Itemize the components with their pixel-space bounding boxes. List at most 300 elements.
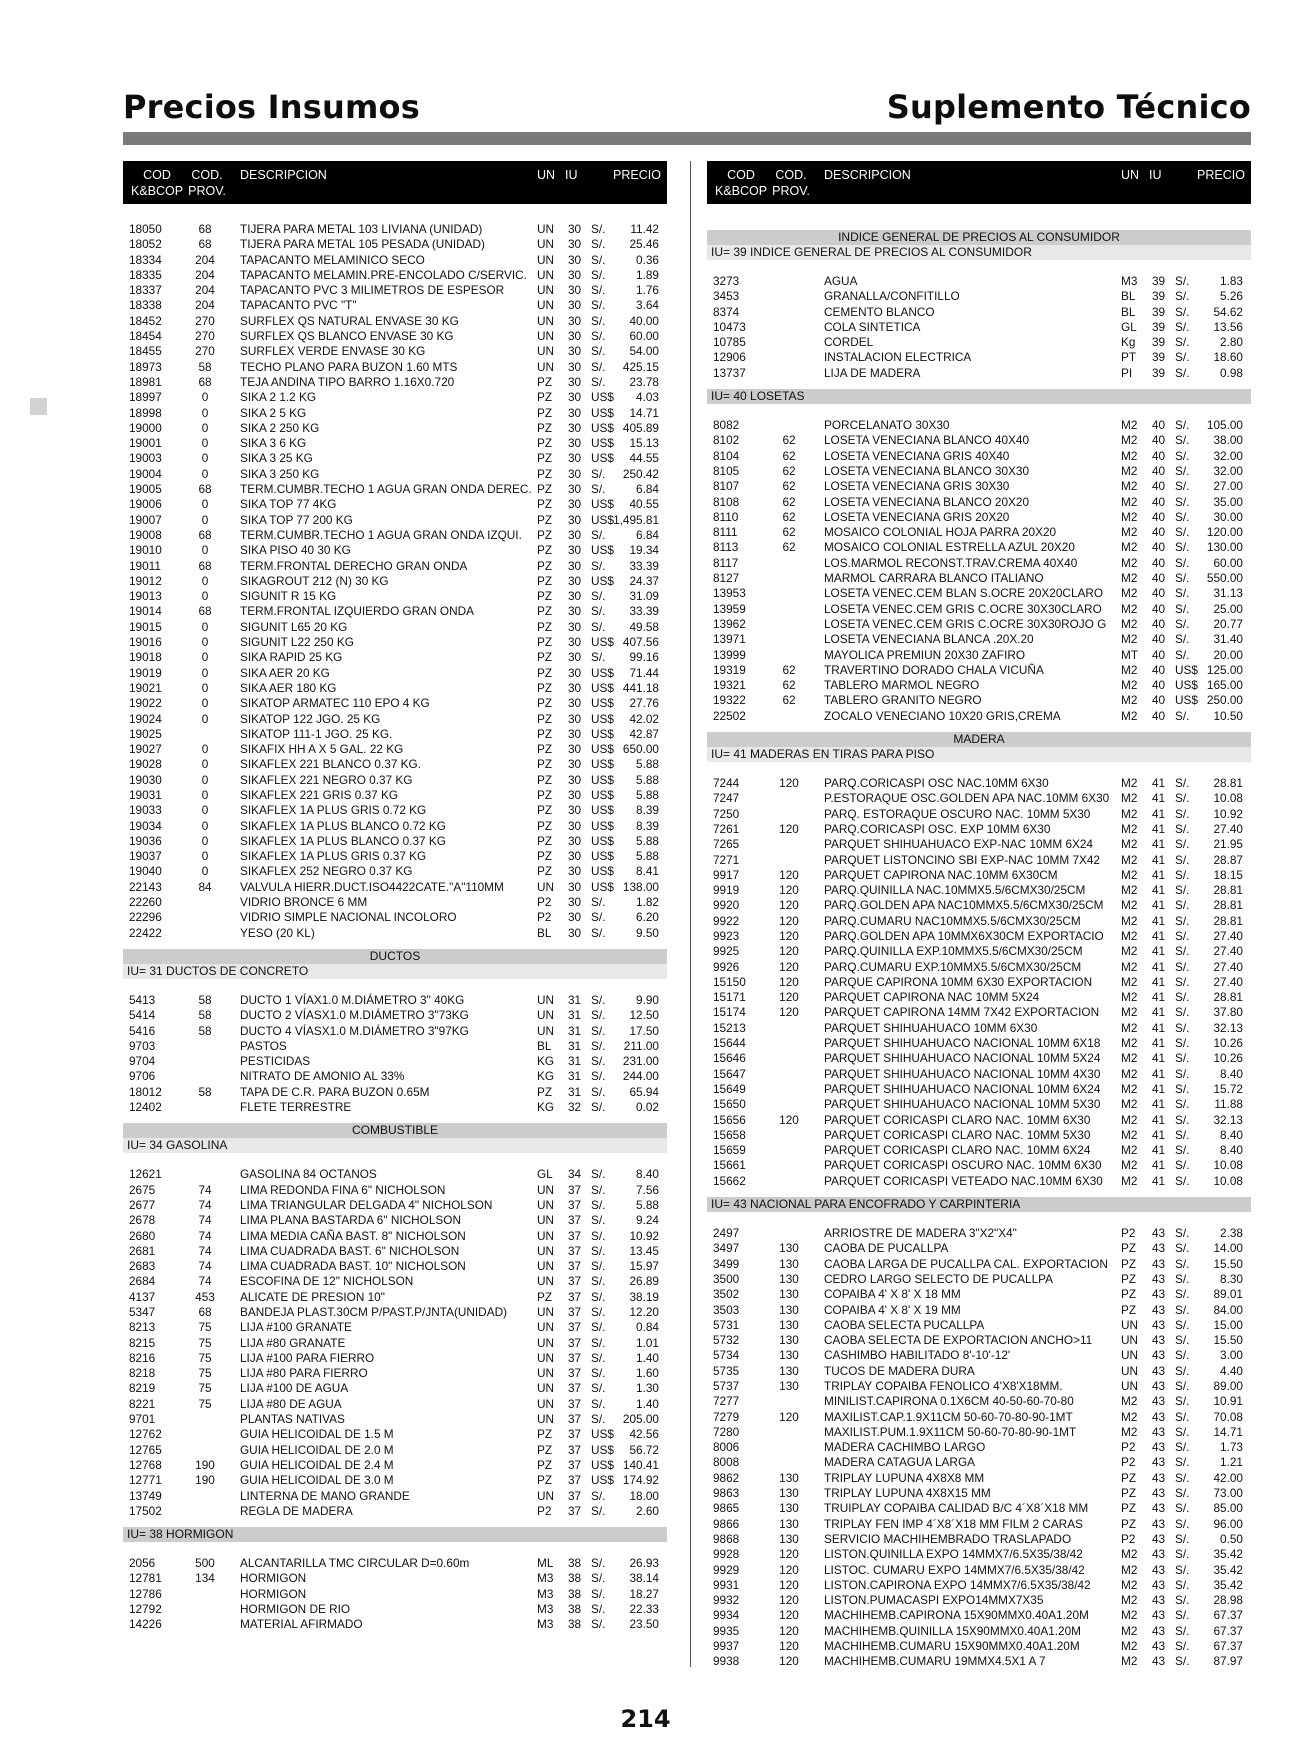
cell-un: MT (1121, 647, 1139, 662)
cell-cod: 19040 (129, 864, 162, 879)
cell-descripcion: SIKA AER 180 KG (240, 680, 337, 695)
table-row (707, 1082, 1251, 1097)
cell-cod: 9931 (713, 1577, 740, 1592)
cell-cod: 12765 (129, 1442, 162, 1457)
table-row (123, 788, 667, 803)
cell-currency: S/. (1175, 555, 1190, 570)
cell-cod: 19018 (129, 650, 162, 665)
cell-cod: 2056 (129, 1556, 156, 1571)
cell-cod: 19025 (129, 726, 162, 741)
cell-precio: 27.40 (1213, 928, 1243, 943)
cell-cod: 19011 (129, 558, 161, 573)
cell-cod: 15644 (713, 1036, 746, 1051)
cell-un: PZ (537, 711, 553, 726)
cell-descripcion: SURFLEX QS NATURAL ENVASE 30 KG (240, 313, 459, 328)
cell-precio: 67.37 (1213, 1608, 1243, 1623)
cell-descripcion: LIMA CUADRADA BAST. 6" NICHOLSON (240, 1243, 460, 1258)
header-descripcion: DESCRIPCION (240, 168, 327, 182)
cell-descripcion: LOSETA VENEC.CEM GRIS C.OCRE 30X30CLARO (824, 601, 1102, 616)
cell-iu: 43 (1152, 1501, 1166, 1516)
cell-prov: 120 (779, 821, 799, 836)
cell-precio: 10.08 (1213, 1173, 1243, 1188)
cell-descripcion: PORCELANATO 30X30 (824, 418, 950, 433)
table-row (707, 990, 1251, 1005)
cell-cod: 15658 (713, 1127, 746, 1142)
cell-precio: 1.30 (636, 1381, 659, 1396)
cell-descripcion: PARQUET CORICASPI CLARO NAC. 10MM 6X24 (824, 1143, 1091, 1158)
cell-descripcion: LISTON.CAPIRONA EXPO 14MMX7/6.5X35/38/42 (824, 1577, 1091, 1592)
table-row (707, 1051, 1251, 1066)
cell-cod: 13971 (713, 632, 746, 647)
cell-un: PZ (537, 390, 553, 405)
cell-prov: 0 (201, 390, 209, 405)
cell-iu: 43 (1152, 1379, 1166, 1393)
cell-precio: 44.55 (629, 451, 659, 466)
cell-currency: S/. (591, 604, 606, 619)
cell-prov: 58 (198, 1084, 212, 1099)
cell-descripcion: TAPACANTO MELAMINICO SECO (240, 252, 425, 267)
cell-precio: 32.13 (1213, 1112, 1243, 1127)
cell-un: PZ (537, 742, 553, 757)
cell-descripcion: GRANALLA/CONFITILLO (824, 289, 960, 304)
cell-cod: 8218 (129, 1366, 156, 1381)
cell-currency: S/. (1175, 509, 1190, 524)
cell-iu: 30 (568, 512, 582, 527)
table-row (123, 1443, 667, 1458)
cell-cod: 9932 (713, 1593, 740, 1608)
cell-descripcion: PARQ.QUINILLA EXP.10MMX5.5/6CMX30/25CM (824, 944, 1083, 959)
cell-iu: 41 (1152, 1097, 1166, 1112)
table-row (123, 513, 667, 528)
cell-prov: 0 (201, 833, 209, 848)
cell-descripcion: MAXILIST.CAP.1.9X11CM 50-60-70-80-90-1MT (824, 1409, 1073, 1424)
cell-iu: 41 (1152, 883, 1166, 898)
cell-un: M2 (1121, 1394, 1138, 1409)
cell-cod: 18052 (129, 237, 162, 252)
cell-iu: 37 (568, 1488, 582, 1503)
cell-currency: US$ (591, 757, 614, 772)
cell-un: M2 (1121, 616, 1138, 631)
cell-iu: 41 (1152, 1081, 1166, 1096)
cell-un: UN (1121, 1379, 1139, 1393)
cell-currency: S/. (1175, 350, 1190, 365)
cell-un: PZ (537, 405, 553, 420)
cell-precio: 5.88 (636, 833, 659, 848)
cell-currency: S/. (591, 237, 606, 252)
cell-un: PZ (537, 619, 553, 634)
cell-prov: 0 (201, 405, 209, 420)
cell-descripcion: SIKA RAPID 25 KG (240, 650, 343, 665)
cell-currency: S/. (591, 910, 606, 925)
cell-precio: 73.00 (1213, 1486, 1243, 1501)
cell-currency: US$ (591, 436, 614, 451)
cell-precio: 8.40 (1220, 1127, 1243, 1142)
cell-un: KG (537, 1069, 555, 1084)
cell-cod: 15213 (713, 1020, 746, 1035)
cell-cod: 9706 (129, 1069, 156, 1084)
cell-currency: S/. (1175, 463, 1190, 478)
cell-precio: 5.26 (1220, 289, 1243, 304)
cell-cod: 8111 (713, 525, 738, 540)
cell-prov: 130 (779, 1531, 799, 1546)
cell-currency: S/. (1175, 1241, 1190, 1256)
cell-iu: 40 (1152, 555, 1166, 570)
cell-currency: US$ (591, 1473, 614, 1488)
spacer (123, 204, 667, 222)
cell-cod: 8213 (129, 1320, 156, 1335)
cell-cod: 18452 (129, 313, 162, 328)
cell-currency: US$ (591, 543, 614, 558)
cell-precio: 15.50 (1213, 1333, 1243, 1348)
cell-prov: 0 (201, 665, 209, 680)
cell-cod: 4137 (129, 1289, 156, 1304)
cell-iu: 37 (568, 1473, 582, 1488)
table-row (123, 1381, 667, 1396)
cell-descripcion: PARQ.CUMARU NAC10MMX5.5/6CMX30/25CM (824, 913, 1081, 928)
cell-iu: 41 (1152, 821, 1166, 836)
cell-un: PZ (537, 1442, 553, 1457)
cell-iu: 43 (1152, 1302, 1166, 1317)
cell-cod: 22296 (129, 910, 162, 925)
cell-iu: 30 (568, 359, 582, 374)
cell-descripcion: TERM.FRONTAL DERECHO GRAN ONDA (240, 558, 468, 573)
cell-iu: 43 (1152, 1516, 1166, 1531)
cell-prov: 68 (198, 482, 212, 497)
cell-cod: 9704 (129, 1054, 156, 1069)
cell-currency: S/. (1175, 913, 1190, 928)
table-row (123, 1085, 667, 1100)
cell-descripcion: PARQUET SHIHUAHUACO NACIONAL 10MM 6X18 (824, 1036, 1101, 1051)
cell-precio: 23.78 (629, 374, 659, 389)
cell-descripcion: MATERIAL AFIRMADO (240, 1617, 363, 1632)
cell-descripcion: BANDEJA PLAST.30CM P/PAST.P/JNTA(UNIDAD) (240, 1305, 508, 1319)
cell-prov: 204 (195, 252, 215, 267)
cell-un: M2 (1121, 1639, 1138, 1654)
cell-descripcion: MOSAICO COLONIAL ESTRELLA AZUL 20X20 (824, 540, 1075, 555)
cell-cod: 9865 (713, 1501, 740, 1516)
cell-descripcion: PARQUE CAPIRONA 10MM 6X30 EXPORTACION (824, 974, 1093, 989)
cell-iu: 41 (1152, 974, 1166, 989)
cell-precio: 28.81 (1213, 990, 1243, 1005)
cell-precio: 165.00 (1206, 678, 1243, 693)
cell-cod: 12402 (129, 1100, 162, 1115)
table-row (123, 1473, 667, 1488)
cell-precio: 11.42 (630, 222, 659, 236)
cell-cod: 18455 (129, 344, 162, 359)
cell-iu: 30 (568, 726, 582, 741)
cell-un: M2 (1121, 791, 1138, 806)
cell-descripcion: LIMA CUADRADA BAST. 10" NICHOLSON (240, 1259, 466, 1274)
cell-un: M3 (1121, 274, 1138, 288)
cell-currency: S/. (1175, 837, 1190, 852)
cell-iu: 37 (568, 1259, 582, 1274)
cell-un: UN (537, 283, 555, 298)
cell-currency: S/. (591, 1167, 606, 1182)
cell-iu: 41 (1152, 959, 1166, 974)
cell-iu: 30 (568, 635, 582, 650)
table-row (123, 926, 667, 941)
cell-un: PZ (537, 589, 553, 604)
cell-currency: S/. (1175, 1455, 1190, 1470)
table-row (123, 864, 667, 879)
cell-iu: 30 (568, 313, 582, 328)
table-row (707, 418, 1251, 433)
cell-currency: US$ (591, 665, 614, 680)
cell-un: M2 (1121, 525, 1138, 540)
table-row (707, 320, 1251, 335)
cell-iu: 30 (568, 757, 582, 772)
cell-iu: 30 (568, 696, 582, 711)
cell-prov: 74 (198, 1182, 212, 1197)
cell-descripcion: COLA SINTETICA (824, 319, 921, 334)
cell-iu: 40 (1152, 433, 1166, 448)
cell-descripcion: GUIA HELICOIDAL DE 2.0 M (240, 1442, 394, 1457)
cell-un: PZ (537, 543, 553, 558)
cell-un: UN (537, 1197, 555, 1212)
cell-currency: US$ (591, 726, 614, 741)
cell-prov: 62 (782, 678, 796, 693)
table-row (707, 305, 1251, 320)
cell-un: M3 (537, 1602, 554, 1617)
cell-cod: 15649 (713, 1081, 746, 1096)
table-row (123, 635, 667, 650)
cell-cod: 19007 (129, 512, 162, 527)
cell-iu: 30 (568, 787, 582, 802)
cell-un: M2 (1121, 601, 1138, 616)
cell-un: UN (537, 1274, 555, 1289)
table-row (123, 1198, 667, 1213)
cell-descripcion: PARQUET CORICASPI CLARO NAC. 10MM 6X30 (824, 1112, 1091, 1127)
cell-prov: 0 (201, 589, 209, 604)
page-title-right: Suplemento Técnico (886, 88, 1251, 126)
cell-descripcion: TRIPLAY COPAIBA FENOLICO 4'X8'X18MM. (824, 1379, 1063, 1393)
cell-cod: 12786 (129, 1586, 162, 1601)
cell-un: PZ (537, 849, 553, 864)
cell-descripcion: TAPA DE C.R. PARA BUZON 0.65M (240, 1084, 430, 1099)
cell-un: UN (537, 1182, 555, 1197)
cell-un: M2 (1121, 1623, 1138, 1638)
table-row (707, 776, 1251, 791)
cell-precio: 0.36 (636, 252, 659, 267)
cell-descripcion: HORMIGON (240, 1571, 307, 1586)
cell-cod: 19008 (129, 527, 162, 542)
table-row (707, 944, 1251, 959)
cell-precio: 25.46 (629, 237, 659, 252)
cell-iu: 43 (1152, 1256, 1166, 1271)
cell-currency: S/. (1175, 525, 1190, 540)
cell-un: M2 (1121, 708, 1138, 723)
cell-cod: 9863 (713, 1486, 740, 1501)
table-header (707, 161, 1251, 204)
cell-currency: US$ (591, 849, 614, 864)
cell-precio: 26.89 (629, 1274, 659, 1289)
cell-precio: 10.92 (629, 1228, 659, 1243)
cell-descripcion: LISTOC. CUMARU EXPO 14MMX7/6.5X35/38/42 (824, 1562, 1085, 1577)
cell-prov: 130 (779, 1348, 799, 1363)
cell-descripcion: LIJA #80 GRANATE (240, 1335, 346, 1350)
cell-precio: 54.00 (629, 344, 659, 359)
cell-descripcion: CORDEL (824, 335, 874, 350)
cell-precio: 1.83 (1220, 274, 1243, 288)
cell-descripcion: CEDRO LARGO SELECTO DE PUCALLPA (824, 1271, 1054, 1286)
cell-iu: 41 (1152, 837, 1166, 852)
cell-un: UN (537, 344, 555, 359)
cell-currency: US$ (591, 864, 614, 879)
cell-iu: 37 (568, 1350, 582, 1365)
cell-un: UN (537, 1396, 555, 1411)
cell-un: PZ (537, 374, 553, 389)
cell-un: PZ (537, 803, 553, 818)
cell-cod: 7271 (713, 852, 740, 867)
section-title: DUCTOS (123, 949, 667, 964)
cell-descripcion: MAXILIST.PUM.1.9X11CM 50-60-70-80-90-1MT (824, 1424, 1077, 1439)
table-row (707, 464, 1251, 479)
cell-prov: 130 (779, 1363, 799, 1378)
cell-precio: 85.00 (1213, 1501, 1243, 1516)
cell-currency: S/. (1175, 1623, 1190, 1638)
cell-precio: 19.34 (629, 543, 659, 558)
cell-cod: 15171 (713, 990, 746, 1005)
cell-un: PZ (537, 726, 553, 741)
cell-prov: 75 (198, 1381, 212, 1396)
cell-prov: 0 (201, 466, 209, 481)
spacer (707, 204, 1251, 222)
cell-currency: US$ (591, 573, 614, 588)
cell-iu: 30 (568, 237, 582, 252)
cell-currency: S/. (591, 1228, 606, 1243)
cell-currency: S/. (1175, 1348, 1190, 1363)
cell-currency: US$ (591, 390, 614, 405)
cell-iu: 40 (1152, 509, 1166, 524)
cell-precio: 3.00 (1220, 1348, 1243, 1363)
cell-cod: 15646 (713, 1051, 746, 1066)
cell-precio: 28.81 (1213, 913, 1243, 928)
cell-descripcion: TEJA ANDINA TIPO BARRO 1.16X0.720 (240, 374, 455, 389)
cell-cod: 8105 (713, 463, 740, 478)
cell-descripcion: REGLA DE MADERA (240, 1503, 353, 1518)
cell-un: M2 (1121, 479, 1138, 494)
cell-cod: 7279 (713, 1409, 740, 1424)
table-row (123, 237, 667, 252)
cell-currency: US$ (591, 405, 614, 420)
cell-cod: 15150 (713, 974, 746, 989)
cell-currency: S/. (591, 1556, 606, 1571)
cell-cod: 9929 (713, 1562, 740, 1577)
cell-un: PZ (537, 573, 553, 588)
cell-prov: 62 (782, 540, 796, 555)
cell-cod: 8104 (713, 448, 740, 463)
cell-cod: 19012 (129, 573, 162, 588)
cell-cod: 7261 (713, 821, 740, 836)
spacer (123, 979, 667, 993)
cell-prov: 130 (779, 1302, 799, 1317)
table-row (707, 1379, 1251, 1394)
cell-descripcion: ALCANTARILLA TMC CIRCULAR D=0.60m (240, 1556, 470, 1571)
cell-precio: 23.50 (629, 1617, 659, 1632)
cell-iu: 41 (1152, 1051, 1166, 1066)
cell-un: P2 (1121, 1531, 1136, 1546)
table-row (123, 406, 667, 421)
cell-prov: 120 (779, 1623, 799, 1638)
table-row (707, 510, 1251, 525)
cell-precio: 10.08 (1213, 791, 1243, 806)
cell-currency: US$ (591, 879, 614, 894)
cell-precio: 10.91 (1213, 1394, 1243, 1409)
cell-cod: 9935 (713, 1623, 740, 1638)
cell-cod: 12762 (129, 1427, 162, 1442)
cell-currency: US$ (1175, 693, 1198, 708)
cell-un: M2 (1121, 1066, 1138, 1081)
cell-iu: 30 (568, 742, 582, 757)
cell-un: PZ (537, 497, 553, 512)
cell-iu: 30 (568, 252, 582, 267)
header-iu: IU (565, 168, 578, 182)
cell-iu: 40 (1152, 586, 1166, 601)
cell-un: M2 (1121, 1081, 1138, 1096)
cell-descripcion: DUCTO 1 VÍAX1.0 M.DIÁMETRO 3" 40KG (240, 992, 465, 1007)
table-row (123, 283, 667, 298)
cell-precio: 1.89 (636, 267, 659, 282)
cell-iu: 34 (568, 1167, 582, 1182)
cell-descripcion: LOSETA VENECIANA BLANCO 30X30 (824, 463, 1030, 478)
section-subtitle: IU= 34 GASOLINA (123, 1138, 667, 1153)
cell-iu: 30 (568, 374, 582, 389)
cell-precio: 27.76 (629, 696, 659, 711)
cell-currency: S/. (1175, 990, 1190, 1005)
cell-precio: 8.41 (636, 864, 659, 879)
cell-prov: 0 (201, 772, 209, 787)
cell-iu: 40 (1152, 418, 1166, 433)
cell-un: PZ (537, 650, 553, 665)
cell-precio: 31.09 (629, 589, 659, 604)
cell-cod: 9926 (713, 959, 740, 974)
table-row (707, 1143, 1251, 1158)
cell-descripcion: TUCOS DE MADERA DURA (824, 1363, 975, 1378)
cell-un: BL (537, 1038, 552, 1053)
cell-precio: 231.00 (622, 1054, 659, 1069)
cell-un: M2 (1121, 1173, 1138, 1188)
cell-iu: 40 (1152, 525, 1166, 540)
cell-currency: S/. (1175, 867, 1190, 882)
cell-descripcion: SIKAFLEX 1A PLUS BLANCO 0.37 KG (240, 833, 446, 848)
cell-iu: 39 (1152, 304, 1166, 319)
cell-precio: 3.64 (636, 298, 659, 313)
cell-un: PZ (537, 864, 553, 879)
page-number: 214 (620, 1705, 671, 1733)
cell-cod: 9920 (713, 898, 740, 913)
cell-un: PZ (537, 696, 553, 711)
cell-currency: S/. (1175, 433, 1190, 448)
cell-prov: 62 (782, 479, 796, 494)
cell-descripcion: SERVICIO MACHIHEMBRADO TRASLAPADO (824, 1531, 1072, 1546)
cell-iu: 41 (1152, 913, 1166, 928)
cell-currency: S/. (1175, 1158, 1190, 1173)
cell-precio: 205.00 (622, 1412, 659, 1427)
cell-prov: 68 (198, 558, 212, 573)
cell-precio: 650.00 (622, 742, 659, 757)
cell-currency: S/. (591, 1197, 606, 1212)
cell-currency: S/. (591, 1274, 606, 1289)
cell-currency: S/. (591, 992, 606, 1007)
cell-cod: 9925 (713, 944, 740, 959)
cell-un: P2 (1121, 1226, 1136, 1241)
cell-cod: 9922 (713, 913, 740, 928)
cell-iu: 37 (568, 1213, 582, 1228)
cell-currency: S/. (1175, 1020, 1190, 1035)
cell-cod: 12771 (129, 1473, 162, 1488)
cell-currency: S/. (591, 1008, 606, 1023)
cell-un: M2 (1121, 555, 1138, 570)
